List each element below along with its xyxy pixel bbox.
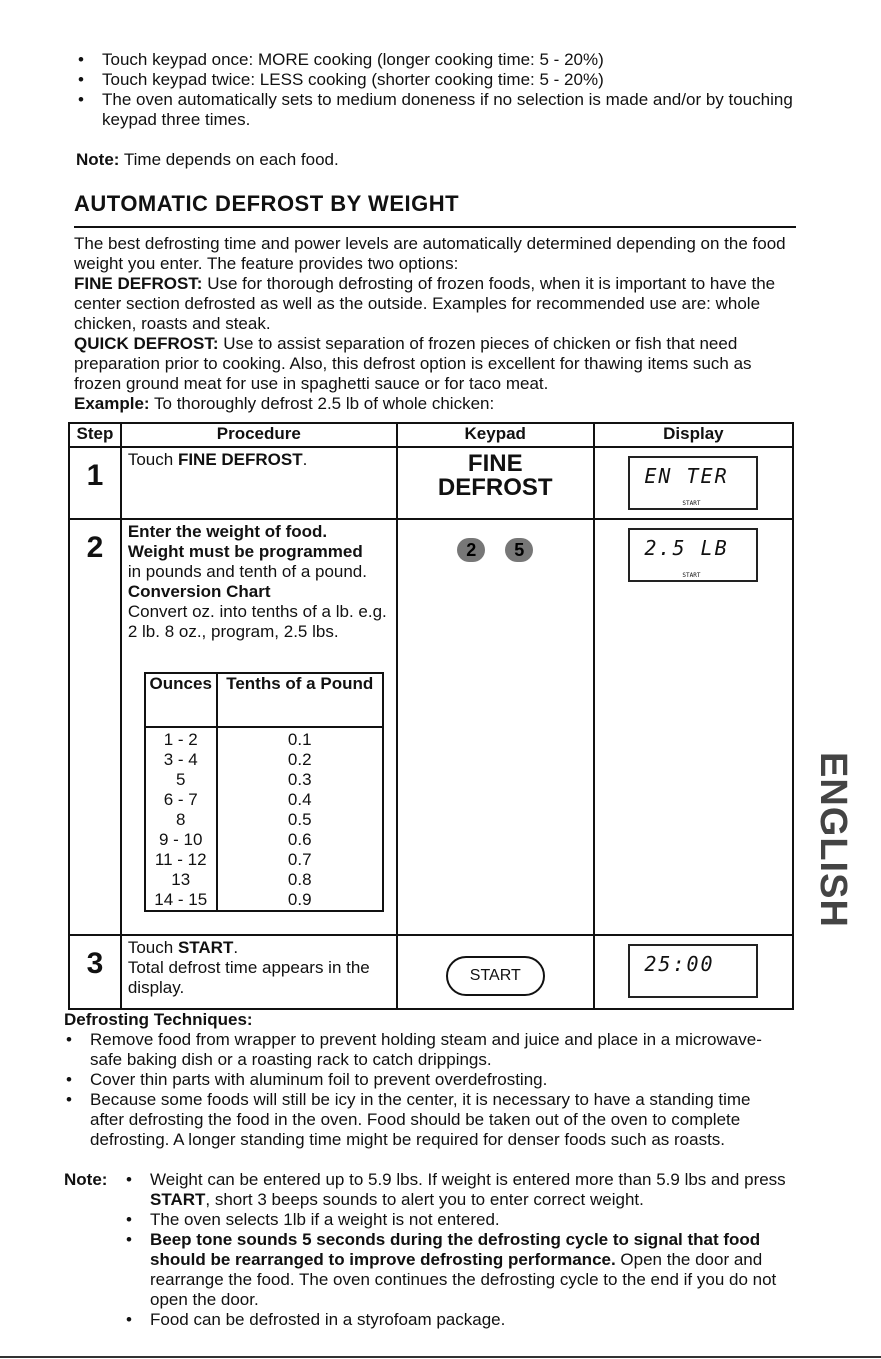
tenths-value: 0.2	[287, 750, 312, 769]
display-readout: 2.5 LB	[644, 536, 729, 560]
ounces-value: 5	[176, 770, 186, 789]
step-procedure	[121, 447, 397, 519]
display-readout: 25:00	[644, 952, 715, 976]
table-row	[69, 519, 793, 935]
proc-bold: Enter the weight of food.	[127, 522, 328, 541]
proc-bold: FINE DEFROST	[177, 450, 303, 469]
tenths-value: 0.1	[287, 730, 312, 749]
step-keypad	[397, 519, 594, 935]
techniques-title: Defrosting Techniques:	[64, 1010, 253, 1029]
list-item: • The oven selects 1lb if a weight is not entered.	[124, 1210, 794, 1230]
ounces-value: 9 - 10	[158, 830, 203, 849]
conversion-table	[144, 672, 384, 912]
techniques-section	[64, 1010, 786, 1150]
list-item: • Remove food from wrapper to prevent holding steam and juice and place in a microwave-safe baking dish or a roasting rack to catch drippings.	[64, 1030, 786, 1070]
display-sub: START	[682, 572, 701, 579]
intro-paragraphs	[74, 234, 796, 414]
note-bold: START	[150, 1190, 206, 1209]
number-key-5[interactable]: 5	[505, 538, 533, 562]
header-keypad: Keypad	[397, 423, 594, 447]
step-number: 1	[69, 447, 121, 519]
display-panel	[628, 944, 758, 998]
list-item: • Food can be defrosted in a styrofoam package.	[124, 1310, 794, 1330]
step-keypad	[397, 935, 594, 1009]
step-keypad	[397, 447, 594, 519]
proc-bold: START	[177, 938, 234, 957]
steps-header-row	[69, 423, 793, 447]
note-text: , short 3 beeps sounds to alert you to enter correct weight.	[205, 1190, 644, 1209]
fine-defrost-key[interactable]	[438, 452, 553, 500]
key-label: FINE	[467, 450, 523, 477]
example-text	[74, 394, 796, 414]
quick-defrost-desc: Use to assist separation of frozen pieces of chicken or fish that need preparation prior to cooking. Also, this defrost option is excellent for thawing items such as frozen ground meat for use in spaghetti sauce or for taco meat.	[74, 334, 752, 393]
list-item: • The oven automatically sets to medium doneness if no selection is made and/or by touching keypad three times.	[76, 90, 796, 130]
header-step: Step	[69, 423, 121, 447]
header-procedure: Procedure	[121, 423, 397, 447]
quick-defrost-text	[74, 334, 796, 394]
language-tab-text: ENGLISH	[812, 752, 853, 928]
start-button[interactable]: START	[446, 956, 545, 996]
note-bold: Beep tone sounds 5 seconds during the defrosting cycle to signal that food should be rearranged to improve defrosting performance.	[150, 1230, 761, 1269]
list-item: • Cover thin parts with aluminum foil to prevent overdefrosting.	[64, 1070, 786, 1090]
step-number: 3	[69, 935, 121, 1009]
conversion-desc: Convert oz. into tenths of a lb. e.g. 2 lb. 8 oz., program, 2.5 lbs.	[127, 602, 387, 641]
display-panel	[628, 528, 758, 582]
ounces-value: 8	[176, 810, 186, 829]
number-key-2[interactable]: 2	[457, 538, 485, 562]
header-ounces: Ounces	[145, 673, 217, 727]
note-label: Note:	[64, 1170, 108, 1189]
step-number: 2	[69, 519, 121, 935]
tenths-column	[217, 727, 383, 911]
proc-bold: Weight must be programmed	[127, 542, 363, 561]
ounces-value: 11 - 12	[154, 850, 207, 869]
note-label: Note:	[76, 150, 120, 169]
display-readout: EN TER	[644, 464, 729, 488]
ounces-value: 3 - 4	[163, 750, 198, 769]
ounces-column	[145, 727, 217, 911]
intro-bullet-list	[76, 50, 796, 130]
fine-defrost-label: FINE DEFROST:	[74, 274, 203, 293]
ounces-value: 14 - 15	[154, 890, 208, 909]
table-row	[69, 447, 793, 519]
quick-defrost-label: QUICK DEFROST:	[74, 334, 219, 353]
title-rule	[74, 226, 796, 228]
tenths-value: 0.6	[287, 830, 312, 849]
display-sub: START	[682, 500, 701, 507]
list-item	[124, 1230, 794, 1310]
tenths-value: 0.9	[287, 890, 312, 909]
intro-text: The best defrosting time and power levels are automatically determined depending on the food weight you enter. The feature provides two options:	[74, 234, 786, 273]
list-item	[124, 1170, 794, 1210]
tenths-value: 0.3	[287, 770, 312, 789]
note-section	[64, 1170, 794, 1330]
section-title: AUTOMATIC DEFROST BY WEIGHT	[74, 191, 460, 216]
tenths-value: 0.7	[287, 850, 312, 869]
fine-defrost-text	[74, 274, 796, 334]
ounces-value: 13	[171, 870, 191, 889]
note-text: Time depends on each food.	[123, 150, 339, 169]
proc-text: in pounds and tenth of a pound.	[127, 562, 367, 581]
conversion-chart-title: Conversion Chart	[127, 582, 271, 601]
display-panel	[628, 456, 758, 510]
proc-text: .	[302, 450, 308, 469]
example-desc: To thoroughly defrost 2.5 lb of whole chicken:	[154, 394, 495, 413]
step-display	[594, 447, 793, 519]
proc-text: Touch	[127, 450, 178, 469]
header-tenths: Tenths of a Pound	[217, 673, 383, 727]
proc-text: Touch	[127, 938, 178, 957]
step-display	[594, 519, 793, 935]
step-procedure	[121, 935, 397, 1009]
note-list	[124, 1170, 794, 1330]
fine-defrost-desc: Use for thorough defrosting of frozen foods, when it is important to have the center section defrosted as well as the outside. Examples for recommended use are: whole chicken, roasts and steak.	[74, 274, 776, 333]
example-label: Example:	[74, 394, 150, 413]
proc-text: Total defrost time appears in the display.	[127, 958, 370, 997]
ounces-value: 6 - 7	[163, 790, 198, 809]
note-text: Weight can be entered up to 5.9 lbs. If weight is entered more than 5.9 lbs and press	[150, 1170, 786, 1189]
table-row	[69, 935, 793, 1009]
list-item: • Touch keypad twice: LESS cooking (shorter cooking time: 5 - 20%)	[76, 70, 796, 90]
tenths-value: 0.8	[287, 870, 312, 889]
tenths-value: 0.5	[287, 810, 312, 829]
techniques-list	[64, 1030, 786, 1150]
step-display	[594, 935, 793, 1009]
header-display: Display	[594, 423, 793, 447]
key-label: DEFROST	[437, 474, 553, 501]
tenths-value: 0.4	[287, 790, 312, 809]
language-tab	[807, 752, 853, 962]
list-item: • Because some foods will still be icy in the center, it is necessary to have a standing time after defrosting the food in the oven. Food should be taken out of the oven to complete defrosting. A longer standing time might be required for denser foods such as roasts.	[64, 1090, 786, 1150]
ounces-value: 1 - 2	[163, 730, 198, 749]
page-bottom-rule	[0, 1356, 881, 1358]
steps-table	[68, 422, 794, 1010]
note-time	[76, 150, 339, 170]
language-tab-graphic	[807, 752, 853, 962]
proc-text: .	[233, 938, 239, 957]
list-item: • Touch keypad once: MORE cooking (longer cooking time: 5 - 20%)	[76, 50, 796, 70]
step-procedure	[121, 519, 397, 935]
note-text: Open the door and rearrange the food. The oven continues the defrosting cycle to the end if you do not open the door.	[150, 1250, 777, 1309]
